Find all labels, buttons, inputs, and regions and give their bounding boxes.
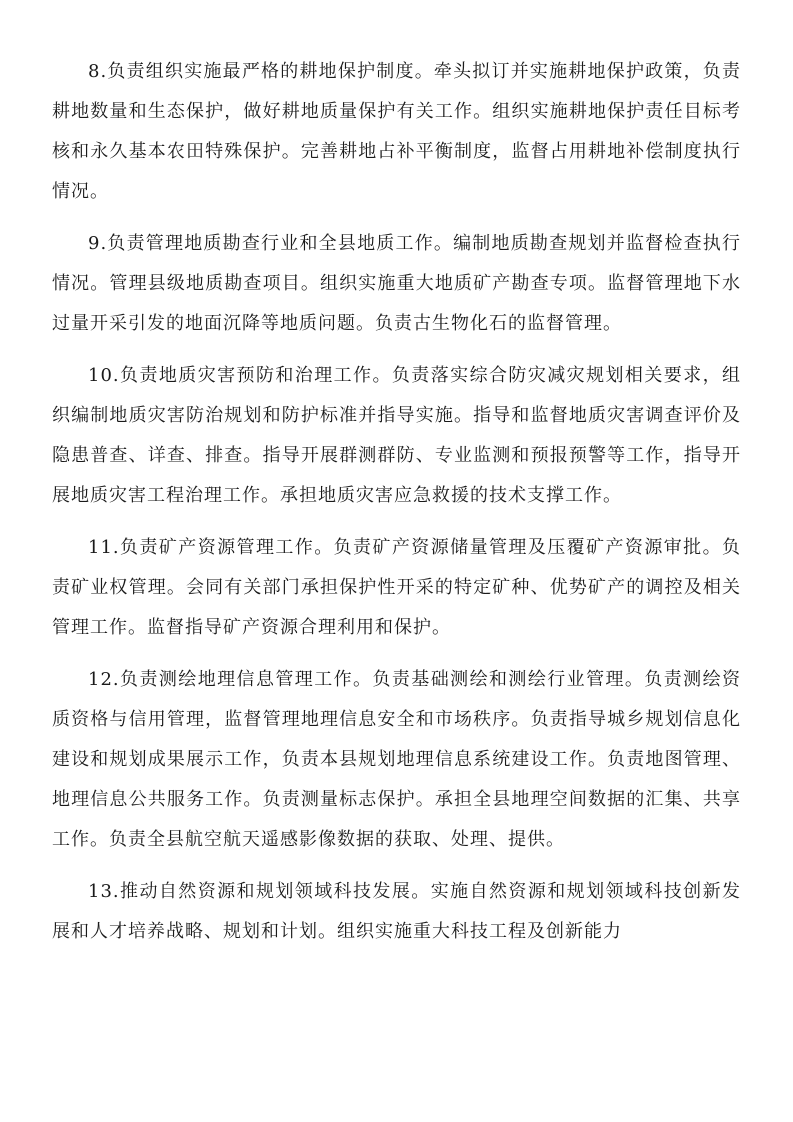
paragraph-item-13: 13.推动自然资源和规划领域科技发展。实施自然资源和规划领域科技创新发展和人才培养战略、规划和计划。组织实施重大科技工程及创新能力 <box>52 881 741 942</box>
paragraph-item-9: 9.负责管理地质勘查行业和全县地质工作。编制地质勘查规划并监督检查执行情况。管理县级地质勘查项目。组织实施重大地质矿产勘查专项。监督管理地下水过量开采引发的地面沉降等地质问题。负责古生物化石的监督管理。 <box>52 233 741 334</box>
paragraph-item-11: 11.负责矿产资源管理工作。负责矿产资源储量管理及压覆矿产资源审批。负责矿业权管理。会同有关部门承担保护性开采的特定矿种、优势矿产的调控及相关管理工作。监督指导矿产资源合理利用和保护。 <box>52 537 741 638</box>
paragraph-item-12: 12.负责测绘地理信息管理工作。负责基础测绘和测绘行业管理。负责测绘资质资格与信用管理，监督管理地理信息安全和市场秩序。负责指导城乡规划信息化建设和规划成果展示工作，负责本县规划地理信息系统建设工作。负责地图管理、地理信息公共服务工作。负责测量标志保护。承担全县地理空间数据的汇集、共享工作。负责全县航空航天遥感影像数据的获取、处理、提供。 <box>52 669 741 850</box>
paragraph-item-10: 10.负责地质灾害预防和治理工作。负责落实综合防灾减灾规划相关要求，组织编制地质灾害防治规划和防护标准并指导实施。指导和监督地质灾害调查评价及隐患普查、详查、排查。指导开展群测群防、专业监测和预报预警等工作，指导开展地质灾害工程治理工作。承担地质灾害应急救援的技术支撑工作。 <box>52 365 741 506</box>
paragraph-item-8: 8.负责组织实施最严格的耕地保护制度。牵头拟订并实施耕地保护政策，负责耕地数量和生态保护，做好耕地质量保护有关工作。组织实施耕地保护责任目标考核和永久基本农田特殊保护。完善耕地占补平衡制度，监督占用耕地补偿制度执行情况。 <box>52 61 741 202</box>
